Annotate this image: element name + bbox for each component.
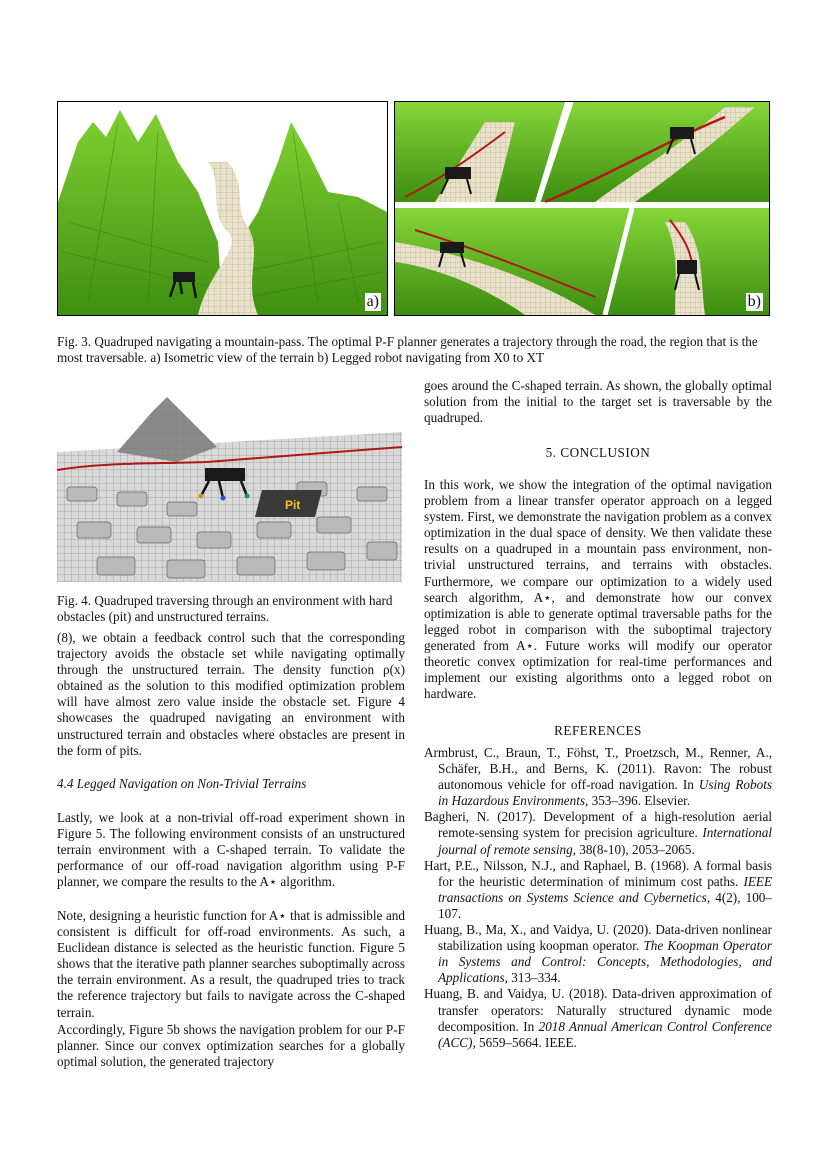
figure-4-caption-text: Fig. 4. Quadruped traversing through an environment with hard obstacles (pit) and unstructured terrains. [57, 593, 393, 624]
figure-3b [394, 101, 770, 316]
figure-3-caption [57, 334, 772, 366]
left-para-2: Lastly, we look at a non-trivial off-road experiment shown in Figure 5. The following environment consists of an unstructured terrain environment with a C-shaped terrain. To validate the performance of our off-road navigation algorithm using P-F planner, we compare the results to the A⋆ algorithm. [57, 810, 405, 890]
panel-label-a: a) [366, 293, 379, 310]
reference-details: , 5659–5664. IEEE. [472, 1034, 577, 1050]
reference-venue: Using Robots in Hazardous Environments [438, 777, 773, 809]
reference-item [424, 922, 772, 986]
left-para-4: Accordingly, Figure 5b shows the navigation problem for our P-F planner. Since our convex optimization searches for a globally optimal solution, the generated trajectory [57, 1022, 405, 1070]
figure-4-caption [57, 593, 402, 625]
reference-authors: Bagheri, N. (2017). Development of a high-resolution aerial remote-sensing system for precision agriculture. [424, 809, 772, 841]
left-para-1: (8), we obtain a feedback control such that the corresponding trajectory avoids the obstacle set while navigating optimally through the unstructured terrain. The density function ρ(x) obtained as the solution to this modified optimization problem will have almost zero value inside the obstacle set. Figure 4 showcases the quadruped navigating an environment with unstructured terrain and obstacles where obstacles are present in the form of pits. [57, 630, 405, 758]
reference-item [424, 745, 772, 809]
reference-item [424, 858, 772, 922]
reference-venue: The Koopman Operator in Systems and Control: Concepts, Methodologies, and Applications [438, 938, 772, 986]
reference-authors: Hart, P.E., Nilsson, N.J., and Raphael, B. (1968). A formal basis for the heuristic determination of minimum cost paths. [424, 857, 772, 889]
reference-details: , 313–334. [504, 970, 561, 986]
references-heading: REFERENCES [554, 723, 642, 738]
mountain-pass-isometric-image [58, 102, 387, 315]
subsection-heading: 4.4 Legged Navigation on Non-Trivial Terrains [57, 776, 307, 791]
reference-item [424, 986, 772, 1050]
reference-details: , 4(2), 100–107. [438, 889, 772, 921]
right-para-1: goes around the C-shaped terrain. As shown, the globally optimal solution from the initial to the target set is traversable by the quadruped. [424, 378, 772, 426]
reference-authors: Armbrust, C., Braun, T., Föhst, T., Proetzsch, M., Renner, A., Schäfer, B.H., and Berns, K. (2011). Ravon: The robust autonomous vehicle for off-road navigation. In [424, 745, 772, 793]
legged-robot-navigation-image [395, 102, 769, 315]
panel-label-b: b) [747, 293, 761, 310]
reference-list [424, 745, 772, 1051]
conclusion-paragraph: In this work, we show the integration of the optimal navigation problem from a linear transfer operator approach on a legged system. First, we demonstrate the navigation problem as a convex optimization in the dual space of density. We then validate these results on a quadruped in a mountain pass environment, non-trivial unstructured terrains, and terrains with obstacles. Furthermore, we compare our optimization to a widely used search algorithm, A⋆, and demonstrate how our convex optimization is able to generate optimal traversable paths for the legged robot in comparison with the suboptimal trajectory generated from A⋆. Future works will modify our operator theoretic convex optimization for real-time performances and implement our existing algorithms onto a legged robot on hardware. [424, 477, 772, 702]
pit-label: Pit [285, 498, 301, 512]
conclusion-heading: 5. CONCLUSION [545, 445, 651, 460]
reference-venue: IEEE transactions on Systems Science and Cybernetics [438, 873, 772, 905]
figure-4 [57, 392, 402, 582]
reference-venue: 2018 Annual American Control Conference (ACC) [438, 1018, 773, 1050]
reference-authors: Huang, B. and Vaidya, U. (2018). Data-driven approximation of transfer operators: Naturally structured dynamic mode decomposition. In [424, 986, 772, 1034]
figure-3-caption-text: Fig. 3. Quadruped navigating a mountain-pass. The optimal P-F planner generates a trajectory through the road, the region that is the most traversable. a) Isometric view of the terrain b) Legged robot navigating from X0 to XT [57, 334, 758, 365]
pit-terrain-image [57, 392, 402, 582]
figure-3a [57, 101, 388, 316]
left-para-3: Note, designing a heuristic function for A⋆ that is admissible and consistent is difficult for off-road environments. As such, a Euclidean distance is selected as the heuristic function. Figure 5 shows that the iterative path planner searches suboptimally across the terrain environment. As a result, the quadruped tries to track the reference trajectory but fails to navigate across the C-shaped terrain. [57, 908, 405, 1020]
reference-venue: International journal of remote sensing [438, 825, 772, 857]
reference-details: , 353–396. Elsevier. [585, 793, 691, 809]
reference-details: , 38(8-10), 2053–2065. [572, 841, 695, 857]
reference-authors: Huang, B., Ma, X., and Vaidya, U. (2020). Data-driven nonlinear stabilization using koopman operator. [424, 922, 772, 954]
reference-item [424, 809, 772, 857]
